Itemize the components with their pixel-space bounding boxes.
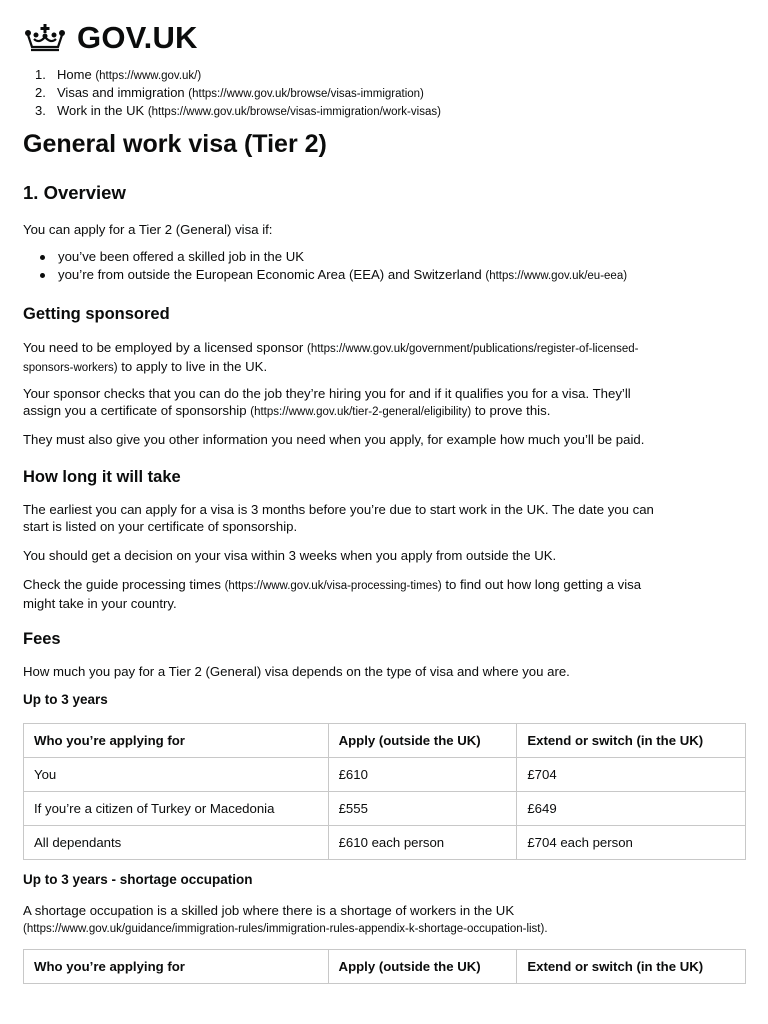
table-header-row bbox=[24, 950, 746, 984]
table-cell: £649 bbox=[517, 792, 746, 826]
howlong-text: to find out how long getting a visa bbox=[445, 577, 642, 592]
bullet-text: you’ve been offered a skilled job in the UK bbox=[58, 249, 305, 264]
eligibility-list bbox=[23, 248, 627, 285]
govuk-logo-link[interactable] bbox=[23, 20, 198, 56]
table-cell: All dependants bbox=[24, 826, 329, 860]
table-row bbox=[24, 826, 746, 860]
breadcrumb-item-visas bbox=[23, 84, 441, 102]
processing-times-link[interactable]: Check the guide processing times bbox=[23, 577, 221, 592]
howlong-paragraph-3 bbox=[23, 576, 747, 612]
howlong-text: might take in your country. bbox=[23, 596, 177, 611]
sponsor-url-cont: sponsors-workers) bbox=[23, 362, 118, 374]
breadcrumb-number: 2. bbox=[35, 85, 46, 100]
table-header-row bbox=[24, 724, 746, 758]
crown-icon bbox=[23, 23, 67, 53]
eea-link[interactable]: you’re from outside the European Economic Area (EEA) and Switzerland bbox=[58, 267, 482, 282]
breadcrumb-link-work[interactable]: Work in the UK bbox=[57, 103, 145, 118]
eea-url: (https://www.gov.uk/eu-eea) bbox=[485, 270, 628, 282]
column-header: Apply (outside the UK) bbox=[328, 724, 517, 758]
sponsored-text: Your sponsor checks that you can do the job they’re hiring you for and if it qualifies you for a visa. They’ll bbox=[23, 386, 631, 401]
breadcrumb-item-home bbox=[23, 66, 441, 84]
breadcrumb bbox=[23, 66, 441, 120]
shortage-occupation-link[interactable]: A shortage occupation is a skilled job where there is a shortage of workers in the UK bbox=[23, 903, 515, 918]
table-cell: £555 bbox=[328, 792, 517, 826]
section-heading-getting-sponsored: Getting sponsored bbox=[23, 305, 170, 323]
processing-times-url: (https://www.gov.uk/visa-processing-times) bbox=[224, 580, 442, 592]
column-header: Extend or switch (in the UK) bbox=[517, 724, 746, 758]
breadcrumb-number: 3. bbox=[35, 103, 46, 118]
howlong-paragraph-1 bbox=[23, 501, 747, 535]
table-row bbox=[24, 758, 746, 792]
sponsored-paragraph-1 bbox=[23, 339, 747, 377]
column-header: Who you’re applying for bbox=[24, 724, 329, 758]
fees-intro: How much you pay for a Tier 2 (General) visa depends on the type of visa and where you are. bbox=[23, 664, 570, 679]
column-header: Who you’re applying for bbox=[24, 950, 329, 984]
licensed-sponsor-link[interactable]: You need to be employed by a licensed sponsor bbox=[23, 340, 304, 355]
table-cell: £610 each person bbox=[328, 826, 517, 860]
table-cell: You bbox=[24, 758, 329, 792]
table-heading-shortage-occupation: Up to 3 years - shortage occupation bbox=[23, 872, 253, 887]
section-heading-how-long: How long it will take bbox=[23, 468, 181, 486]
breadcrumb-item-work bbox=[23, 102, 441, 120]
howlong-text: The earliest you can apply for a visa is 3 months before you’re due to start work in the UK. The date you can bbox=[23, 502, 654, 517]
howlong-text: start is listed on your certificate of sponsorship. bbox=[23, 519, 298, 534]
breadcrumb-link-home[interactable]: Home bbox=[57, 67, 92, 82]
section-heading-fees: Fees bbox=[23, 630, 61, 648]
breadcrumb-url: (https://www.gov.uk/browse/visas-immigration/work-visas) bbox=[147, 106, 441, 118]
table-cell: £704 bbox=[517, 758, 746, 792]
list-item bbox=[23, 248, 627, 266]
page-title: General work visa (Tier 2) bbox=[23, 130, 327, 158]
breadcrumb-number: 1. bbox=[35, 67, 46, 82]
sponsor-url: (https://www.gov.uk/government/publications/register-of-licensed- bbox=[306, 343, 639, 355]
breadcrumb-url: (https://www.gov.uk/browse/visas-immigration) bbox=[188, 88, 424, 100]
sponsored-paragraph-3: They must also give you other information you need when you apply, for example how much you’ll be paid. bbox=[23, 432, 645, 447]
overview-intro: You can apply for a Tier 2 (General) visa if: bbox=[23, 222, 273, 237]
breadcrumb-link-visas[interactable]: Visas and immigration bbox=[57, 85, 185, 100]
sponsored-paragraph-2 bbox=[23, 385, 747, 421]
column-header: Apply (outside the UK) bbox=[328, 950, 517, 984]
table-cell: £704 each person bbox=[517, 826, 746, 860]
certificate-url: (https://www.gov.uk/tier-2-general/eligibility) bbox=[250, 406, 472, 418]
sponsored-text: assign you a certificate of sponsorship bbox=[23, 403, 247, 418]
howlong-paragraph-2: You should get a decision on your visa within 3 weeks when you apply from outside the UK. bbox=[23, 548, 557, 563]
shortage-url: (https://www.gov.uk/guidance/immigration-rules/immigration-rules-appendix-k-shortage-occupation-list). bbox=[23, 923, 548, 935]
table-row bbox=[24, 792, 746, 826]
list-item bbox=[23, 266, 627, 285]
sponsored-text: to apply to live in the UK. bbox=[121, 359, 268, 374]
table-cell: £610 bbox=[328, 758, 517, 792]
column-header: Extend or switch (in the UK) bbox=[517, 950, 746, 984]
shortage-paragraph bbox=[23, 902, 747, 938]
table-cell: If you’re a citizen of Turkey or Macedonia bbox=[24, 792, 329, 826]
shortage-fees-table bbox=[23, 949, 746, 984]
fees-table bbox=[23, 723, 746, 860]
table-heading-up-to-3-years: Up to 3 years bbox=[23, 692, 108, 707]
section-heading-overview: 1. Overview bbox=[23, 182, 126, 203]
brand-name: GOV.UK bbox=[77, 20, 198, 55]
breadcrumb-url: (https://www.gov.uk/) bbox=[95, 70, 202, 82]
sponsored-text: to prove this. bbox=[474, 403, 551, 418]
